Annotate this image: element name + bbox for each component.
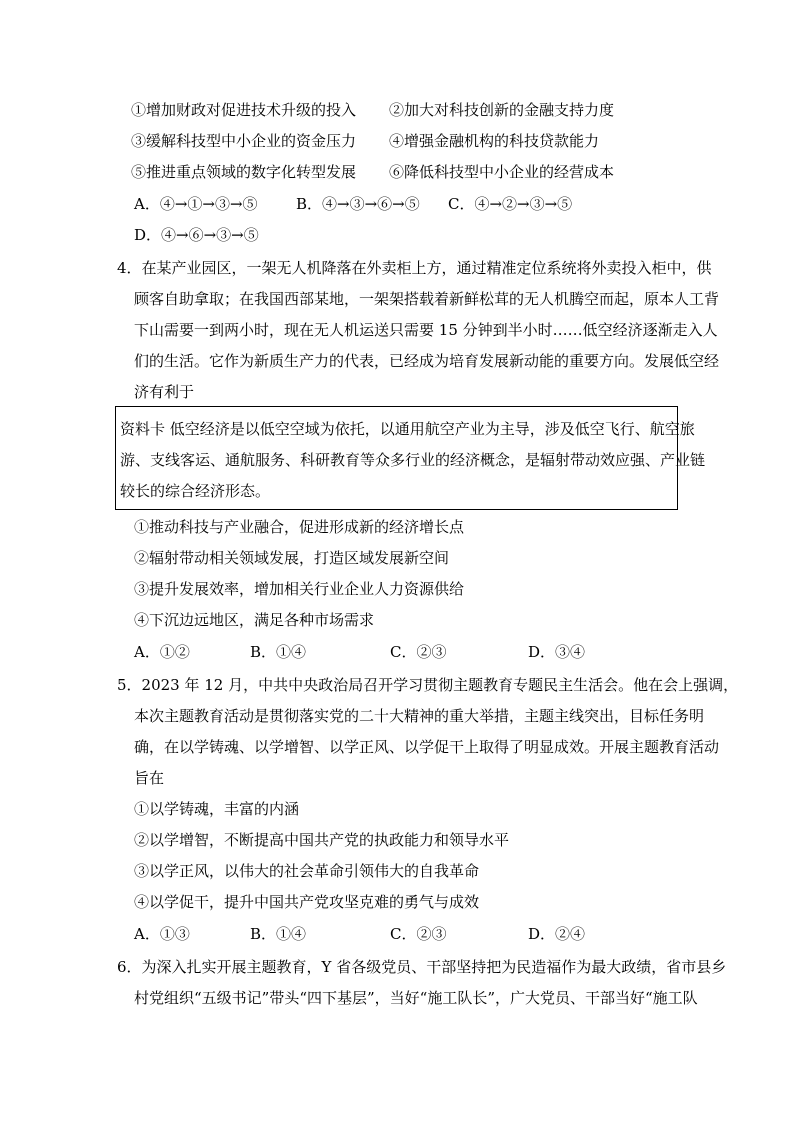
q4-item-4: ④下沉边远地区，满足各种市场需求	[134, 611, 375, 629]
q5-stem-line-2: 本次主题教育活动是贯彻落实党的二十大精神的重大举措，主题主线突出，目标任务明	[134, 707, 705, 725]
q4-stem-line-3: 下山需要一到两小时，现在无人机运送只需要 15 分钟到半小时……低空经济逐渐走入人	[134, 321, 718, 339]
q5-item-3: ③以学正风，以伟大的社会革命引领伟大的自我革命	[134, 862, 480, 880]
q6-stem-line-1: 6．为深入扎实开展主题教育，Y 省各级党员、干部坚持把为民造福作为最大政绩，省市县乡	[117, 958, 727, 976]
q3-item-6: ⑥降低科技型中小企业的经营成本	[389, 163, 615, 181]
q5-choice-c: C．②③	[390, 925, 447, 943]
q5-item-2: ②以学增智，不断提高中国共产党的执政能力和领导水平	[134, 831, 510, 849]
info-card-line-2: 游、支线客运、通航服务、科研教育等众多行业的经济概念，是辐射带动效应强、产业链	[120, 451, 706, 469]
q3-choice-a: A．④→①→③→⑤	[134, 195, 258, 213]
q4-choice-c: C．②③	[390, 643, 447, 661]
q4-stem-line-2: 顾客自助拿取；在我国西部某地，一架架搭载着新鲜松茸的无人机腾空而起，原本人工背	[134, 290, 720, 308]
q5-choice-a: A．①③	[134, 925, 190, 943]
info-card-line-3: 较长的综合经济形态。	[120, 482, 271, 500]
q3-item-2: ②加大对科技创新的金融支持力度	[389, 101, 615, 119]
q4-choice-b: B．①④	[250, 643, 307, 661]
q4-choice-a: A．①②	[134, 643, 190, 661]
q4-item-2: ②辐射带动相关领域发展，打造区域发展新空间	[134, 549, 450, 567]
q5-choice-b: B．①④	[250, 925, 307, 943]
q5-stem-line-4: 旨在	[134, 769, 165, 787]
q4-choice-d: D．③④	[528, 643, 586, 661]
q3-item-4: ④增强金融机构的科技贷款能力	[389, 132, 600, 150]
q3-choice-c: C．④→②→③→⑤	[448, 195, 573, 213]
q5-stem-line-1: 5．2023 年 12 月，中共中央政治局召开学习贯彻主题教育专题民主生活会。他在会上强调，	[117, 676, 739, 694]
q5-item-1: ①以学铸魂，丰富的内涵	[134, 800, 300, 818]
info-card-line-1: 资料卡 低空经济是以低空空域为依托，以通用航空产业为主导，涉及低空飞行、航空旅	[120, 420, 695, 438]
q4-stem-line-5: 济有利于	[134, 383, 195, 401]
q5-stem-line-3: 确，在以学铸魂、以学增智、以学正风、以学促干上取得了明显成效。开展主题教育活动	[134, 738, 720, 756]
q4-item-1: ①推动科技与产业融合，促进形成新的经济增长点	[134, 518, 465, 536]
q3-item-5: ⑤推进重点领域的数字化转型发展	[131, 163, 357, 181]
q4-stem-line-1: 4．在某产业园区，一架无人机降落在外卖柜上方，通过精准定位系统将外卖投入柜中，供	[117, 259, 712, 277]
q3-choice-d: D．④→⑥→③→⑤	[134, 226, 259, 244]
q6-stem-line-2: 村党组织“五级书记”带头“四下基层”，当好“施工队长”，广大党员、干部当好“施工队	[134, 989, 698, 1007]
info-card	[115, 406, 706, 510]
q5-item-4: ④以学促干，提升中国共产党攻坚克难的勇气与成效	[134, 893, 480, 911]
q5-choice-d: D．②④	[528, 925, 586, 943]
q4-stem-line-4: 们的生活。它作为新质生产力的代表，已经成为培育发展新动能的重要方向。发展低空经	[134, 352, 720, 370]
q4-item-3: ③提升发展效率，增加相关行业企业人力资源供给	[134, 580, 465, 598]
q3-choice-b: B．④→③→⑥→⑤	[296, 195, 420, 213]
q3-item-3: ③缓解科技型中小企业的资金压力	[131, 132, 357, 150]
q3-item-1: ①增加财政对促进技术升级的投入	[131, 101, 357, 119]
